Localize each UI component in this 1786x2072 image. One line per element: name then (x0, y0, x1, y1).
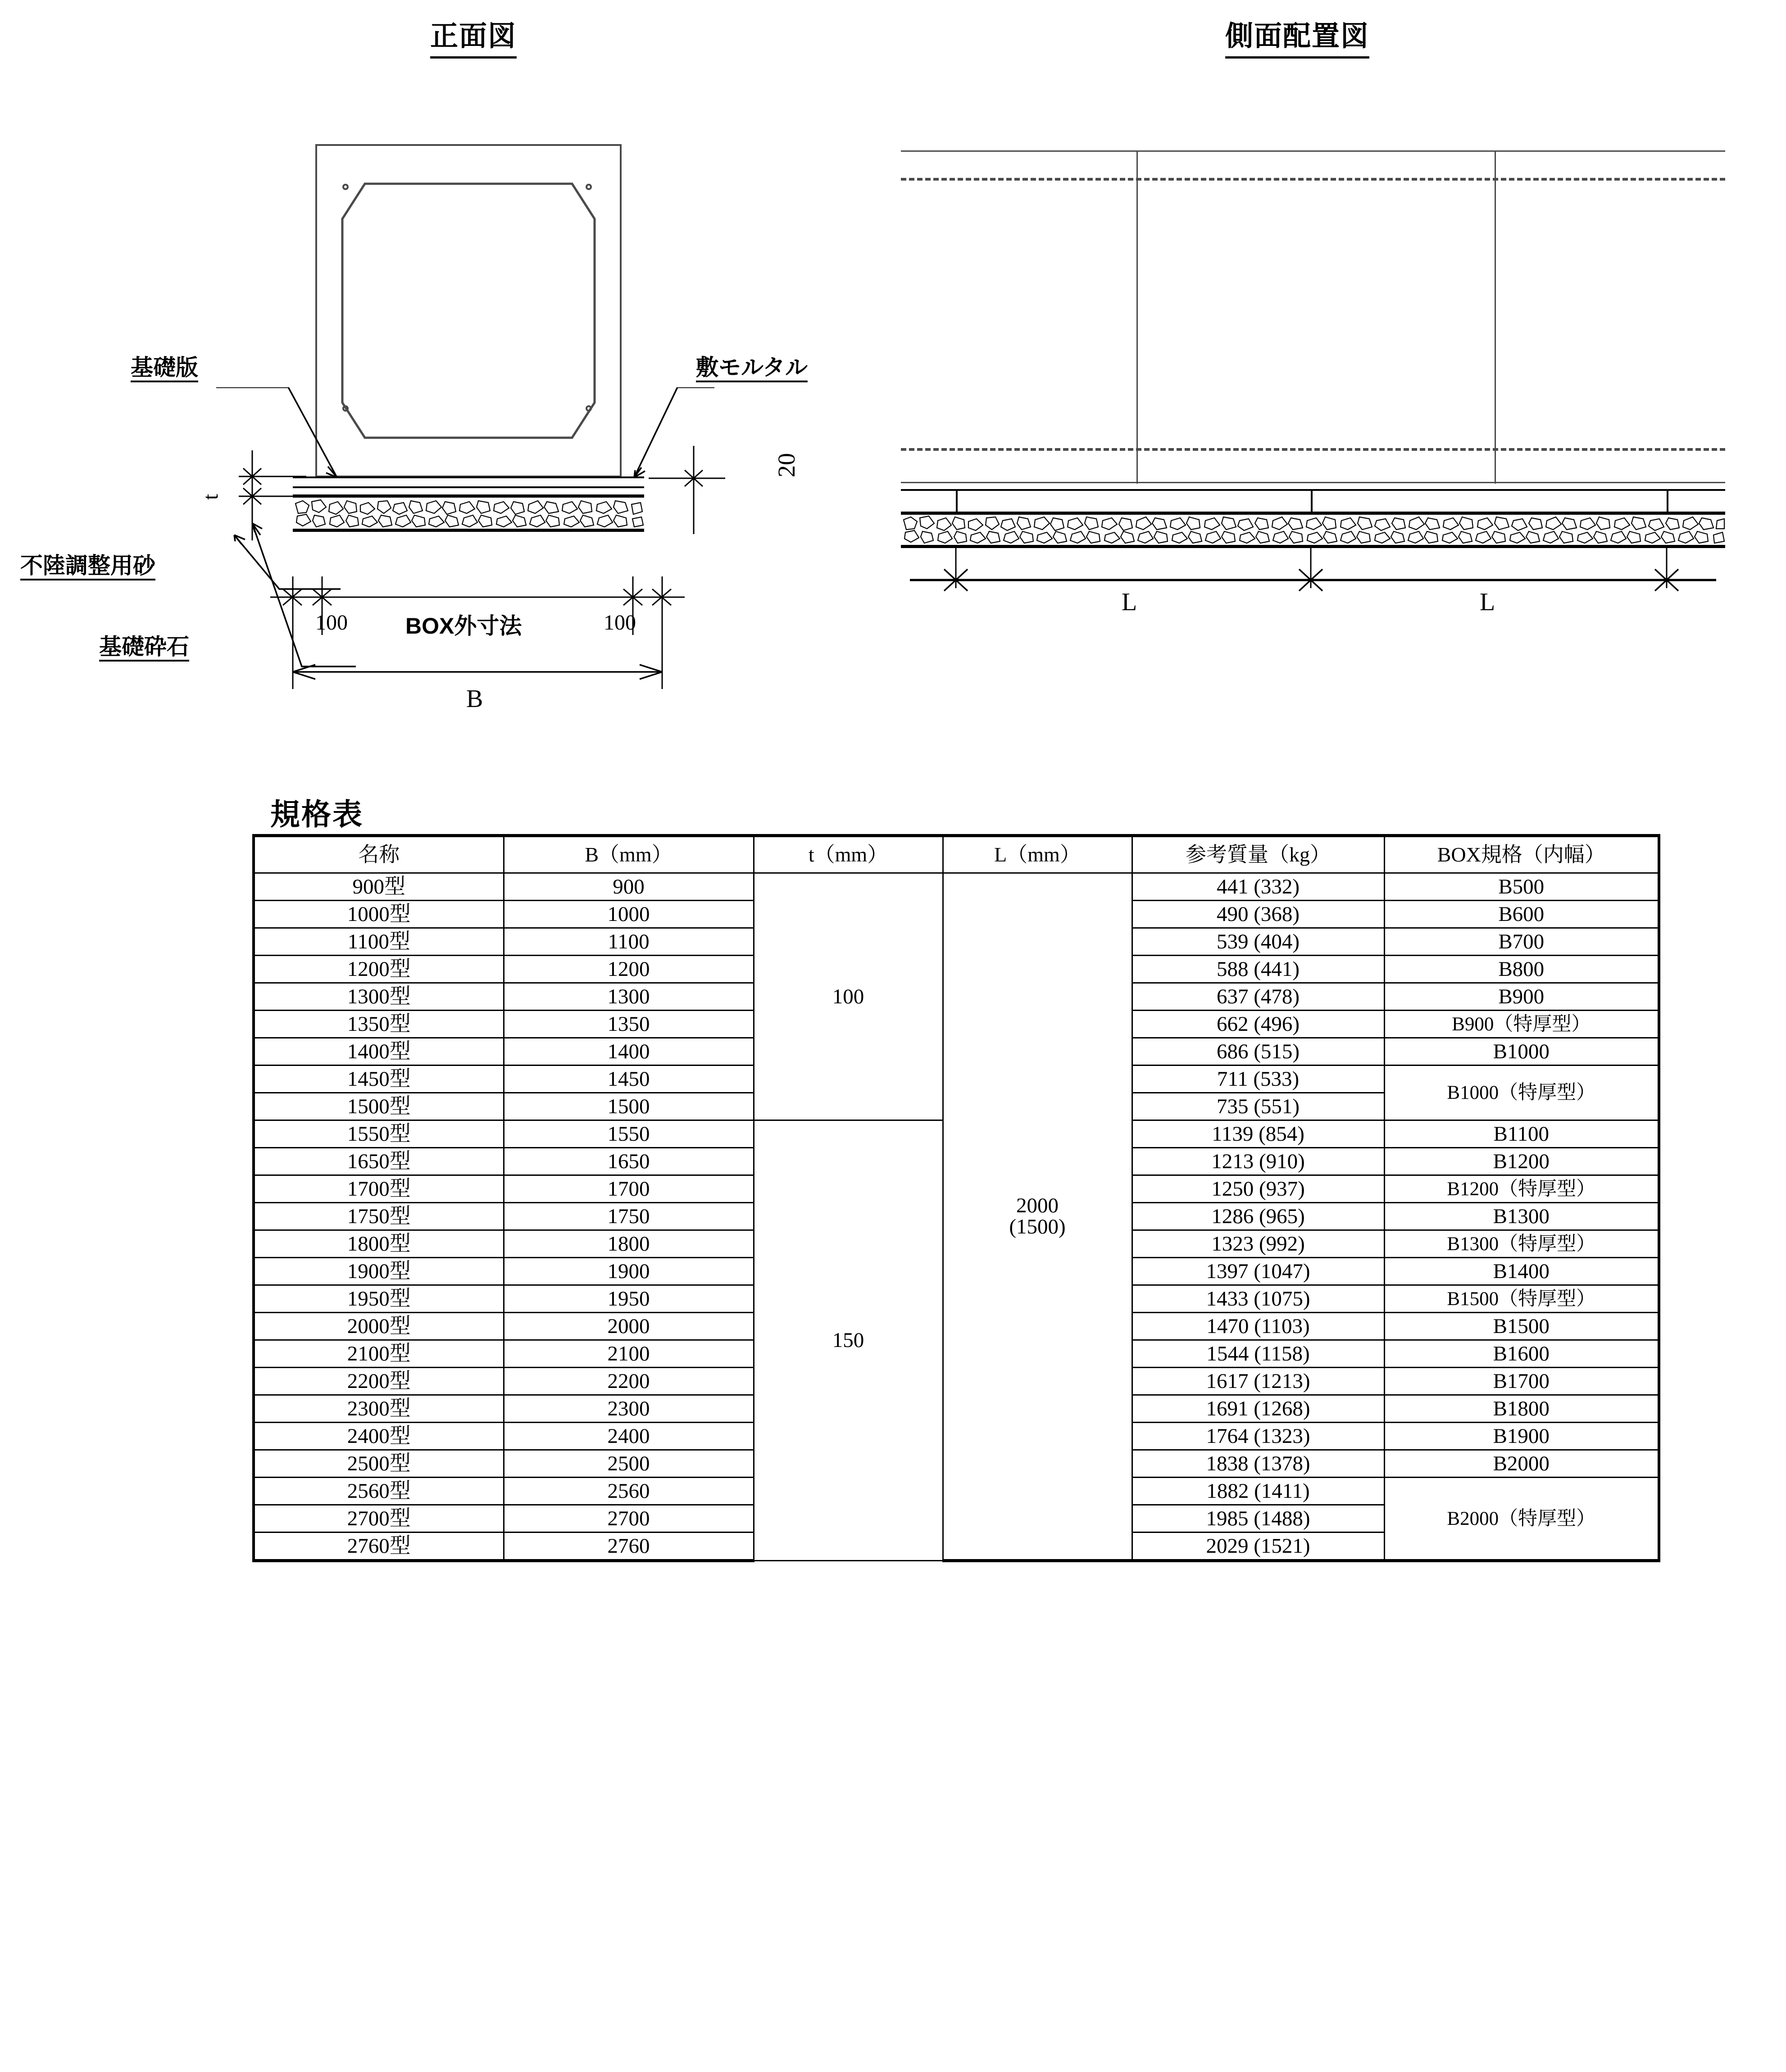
cell-name: 1950型 (254, 1285, 504, 1313)
cell-name: 1650型 (254, 1148, 504, 1175)
cell-t: 150 (754, 1120, 943, 1561)
dimension-edge-left: 100 (315, 611, 348, 635)
front-view-octagon-outline (315, 144, 622, 477)
cell-name: 2700型 (254, 1505, 504, 1532)
header-name: 名称 (254, 836, 504, 873)
cell-name: 1200型 (254, 956, 504, 983)
cell-b: 1200 (504, 956, 754, 983)
cell-b: 2300 (504, 1395, 754, 1423)
cell-b: 1700 (504, 1175, 754, 1203)
cell-box-spec: B700 (1384, 928, 1659, 956)
cell-mass: 441 (332) (1132, 873, 1384, 901)
cell-name: 1300型 (254, 983, 504, 1011)
cell-box-spec: B1500（特厚型） (1384, 1285, 1659, 1313)
cell-mass: 1617 (1213) (1132, 1368, 1384, 1395)
cell-box-spec: B1300 (1384, 1203, 1659, 1230)
dimension-overall-b: B (466, 685, 483, 713)
cell-name: 1800型 (254, 1230, 504, 1258)
dimension-edge-right: 100 (604, 611, 636, 635)
cell-name: 1700型 (254, 1175, 504, 1203)
cell-mass: 588 (441) (1132, 956, 1384, 983)
cell-box-spec: B1000 (1384, 1038, 1659, 1065)
cell-b: 1300 (504, 983, 754, 1011)
side-view-slab-top-line (901, 482, 1725, 483)
cell-name: 1550型 (254, 1120, 504, 1148)
cell-mass: 735 (551) (1132, 1093, 1384, 1120)
cell-b: 1800 (504, 1230, 754, 1258)
cell-name: 2200型 (254, 1368, 504, 1395)
cell-b: 1500 (504, 1093, 754, 1120)
label-leveling-sand: 不陸調整用砂 (20, 554, 155, 580)
side-view-slab-mid-line (901, 489, 1725, 491)
cell-box-spec: B1200 (1384, 1148, 1659, 1175)
label-bedding-mortar: 敷モルタル (696, 356, 808, 382)
side-view-slab-separator-2 (1311, 489, 1313, 512)
label-foundation-gravel: 基礎砕石 (99, 635, 189, 662)
cell-b: 1550 (504, 1120, 754, 1148)
dimension-chain-side (901, 545, 1725, 599)
cell-mass: 1213 (910) (1132, 1148, 1384, 1175)
spec-table-wrapper (252, 834, 1660, 1562)
table-row (254, 873, 1659, 901)
cell-box-spec: B1800 (1384, 1395, 1659, 1423)
cell-b: 2560 (504, 1478, 754, 1505)
dimension-length-l-left: L (1122, 588, 1137, 616)
cell-name: 2400型 (254, 1423, 504, 1450)
cell-box-spec: B1700 (1384, 1368, 1659, 1395)
side-view-top-line (901, 150, 1725, 152)
cell-box-spec: B2000（特厚型） (1384, 1478, 1659, 1561)
cell-l-line1: 2000 (1016, 1194, 1059, 1217)
cell-mass: 686 (515) (1132, 1038, 1384, 1065)
side-view-joint-line-right (1495, 150, 1496, 484)
cell-b: 1350 (504, 1011, 754, 1038)
cell-b: 1750 (504, 1203, 754, 1230)
cell-mass: 1985 (1488) (1132, 1505, 1384, 1532)
cell-b: 2700 (504, 1505, 754, 1532)
cell-b: 2500 (504, 1450, 754, 1478)
cell-name: 2000型 (254, 1313, 504, 1340)
cell-mass: 2029 (1521) (1132, 1532, 1384, 1561)
cell-name: 2500型 (254, 1450, 504, 1478)
cell-b: 1950 (504, 1285, 754, 1313)
cell-mass: 1286 (965) (1132, 1203, 1384, 1230)
cell-b: 1100 (504, 928, 754, 956)
cell-name: 1450型 (254, 1065, 504, 1093)
cell-name: 1750型 (254, 1203, 504, 1230)
dimension-t: t (199, 494, 223, 500)
cell-box-spec: B1600 (1384, 1340, 1659, 1368)
cell-l-line2: (1500) (1009, 1215, 1066, 1238)
spec-table-header-row (254, 836, 1659, 873)
lifting-hole-top-left (342, 184, 349, 190)
cell-box-spec: B900 (1384, 983, 1659, 1011)
cell-name: 2100型 (254, 1340, 504, 1368)
front-view-title: 正面図 (430, 14, 517, 59)
side-view-gravel-band (901, 515, 1725, 545)
cell-name: 1000型 (254, 901, 504, 928)
cell-b: 2000 (504, 1313, 754, 1340)
lifting-hole-bottom-right (586, 405, 592, 412)
cell-mass: 1470 (1103) (1132, 1313, 1384, 1340)
cell-box-spec: B1900 (1384, 1423, 1659, 1450)
side-view-slab-bottom-line (901, 512, 1725, 515)
header-b: B（mm） (504, 836, 754, 873)
cell-mass: 1433 (1075) (1132, 1285, 1384, 1313)
dimension-length-l-right: L (1480, 588, 1495, 616)
side-view-upper-dashed-line (901, 178, 1725, 181)
cell-box-spec: B1200（特厚型） (1384, 1175, 1659, 1203)
cell-mass: 1139 (854) (1132, 1120, 1384, 1148)
cell-box-spec: B1300（特厚型） (1384, 1230, 1659, 1258)
cell-mass: 1838 (1378) (1132, 1450, 1384, 1478)
cell-mass: 1691 (1268) (1132, 1395, 1384, 1423)
cell-b: 2100 (504, 1340, 754, 1368)
side-view-lower-dashed-line (901, 448, 1725, 451)
cell-name: 1500型 (254, 1093, 504, 1120)
cell-t: 100 (754, 873, 943, 1120)
spec-table-title: 規格表 (270, 798, 364, 831)
cell-mass: 1397 (1047) (1132, 1258, 1384, 1285)
cell-mass: 662 (496) (1132, 1011, 1384, 1038)
cell-b: 1900 (504, 1258, 754, 1285)
cell-mass: 490 (368) (1132, 901, 1384, 928)
cell-mass: 711 (533) (1132, 1065, 1384, 1093)
side-view-joint-line-left (1136, 150, 1138, 484)
cell-l (943, 873, 1132, 1561)
cell-name: 1350型 (254, 1011, 504, 1038)
cell-box-spec: B800 (1384, 956, 1659, 983)
dimension-box-outer: BOX外寸法 (405, 613, 522, 639)
side-view-slab-separator-1 (956, 489, 958, 512)
cell-name: 900型 (254, 873, 504, 901)
side-view-title: 側面配置図 (1225, 14, 1369, 59)
lifting-hole-top-right (586, 184, 592, 190)
spec-table (252, 834, 1660, 1562)
cell-name: 1900型 (254, 1258, 504, 1285)
cell-mass: 1544 (1158) (1132, 1340, 1384, 1368)
cell-box-spec: B2000 (1384, 1450, 1659, 1478)
cell-b: 1450 (504, 1065, 754, 1093)
cell-box-spec: B500 (1384, 873, 1659, 901)
dimension-20: 20 (773, 453, 800, 477)
cell-name: 2760型 (254, 1532, 504, 1561)
cell-box-spec: B600 (1384, 901, 1659, 928)
header-box-spec: BOX規格（内幅） (1384, 836, 1659, 873)
cell-mass: 1250 (937) (1132, 1175, 1384, 1203)
cell-mass: 1882 (1411) (1132, 1478, 1384, 1505)
cell-b: 1000 (504, 901, 754, 928)
cell-name: 2560型 (254, 1478, 504, 1505)
cell-mass: 1764 (1323) (1132, 1423, 1384, 1450)
cell-name: 1400型 (254, 1038, 504, 1065)
cell-b: 2200 (504, 1368, 754, 1395)
cell-b: 1400 (504, 1038, 754, 1065)
header-l: L（mm） (943, 836, 1132, 873)
spec-table-body (254, 873, 1659, 1561)
cell-box-spec: B900（特厚型） (1384, 1011, 1659, 1038)
cell-box-spec: B1000（特厚型） (1384, 1065, 1659, 1120)
cell-name: 2300型 (254, 1395, 504, 1423)
cell-b: 1650 (504, 1148, 754, 1175)
cell-mass: 1323 (992) (1132, 1230, 1384, 1258)
header-t: t（mm） (754, 836, 943, 873)
cell-mass: 539 (404) (1132, 928, 1384, 956)
cell-b: 900 (504, 873, 754, 901)
cell-b: 2760 (504, 1532, 754, 1561)
header-mass: 参考質量（kg） (1132, 836, 1384, 873)
cell-name: 1100型 (254, 928, 504, 956)
cell-b: 2400 (504, 1423, 754, 1450)
dimension-witness-20 (644, 446, 730, 536)
cell-box-spec: B1100 (1384, 1120, 1659, 1148)
cell-box-spec: B1500 (1384, 1313, 1659, 1340)
cell-mass: 637 (478) (1132, 983, 1384, 1011)
cell-box-spec: B1400 (1384, 1258, 1659, 1285)
label-base-slab: 基礎版 (131, 356, 198, 382)
side-view-slab-separator-3 (1667, 489, 1668, 512)
